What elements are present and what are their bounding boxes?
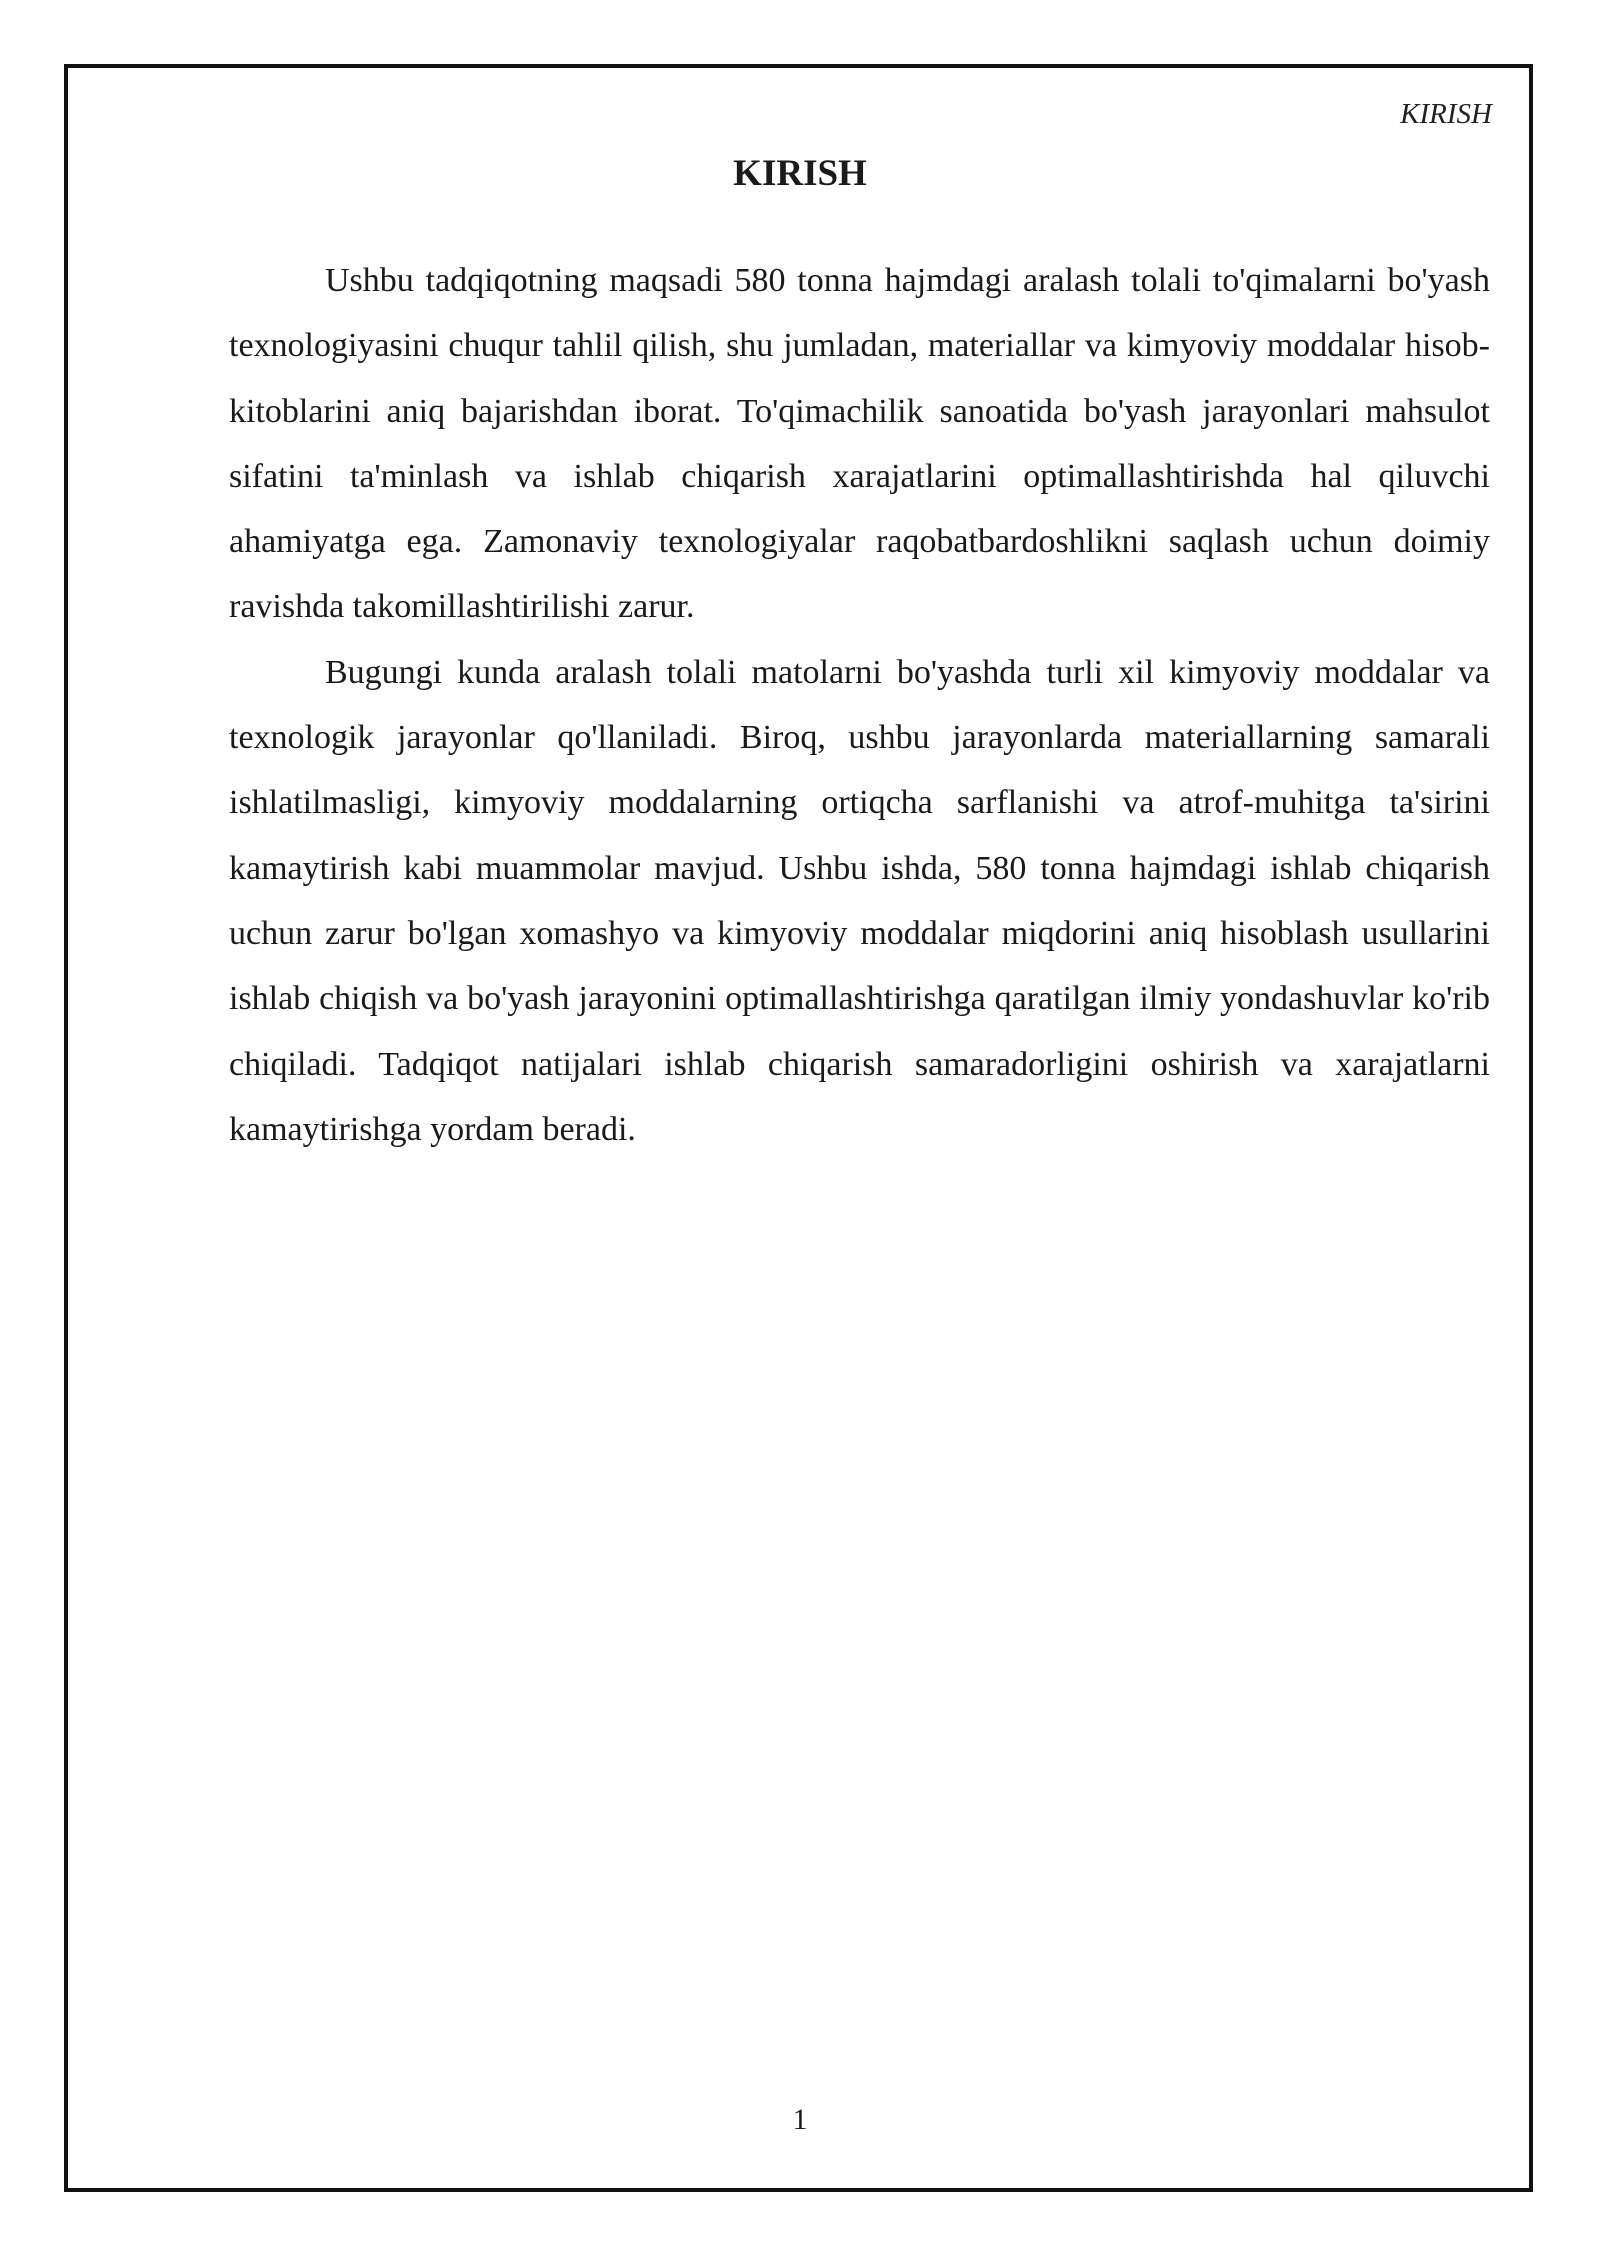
paragraph-1: Ushbu tadqiqotning maqsadi 580 tonna hajmdagi aralash tolali to'qimalarni bo'yash texnologiyasini chuqur tahlil qilish, shu jumladan, materiallar va kimyoviy moddalar hisob-kitoblarini aniq bajarishdan iborat. To'qimachilik sanoatida bo'yash jarayonlari mahsulot sifatini ta'minlash va ishlab chiqarish xarajatlarini optimallashtirishda hal qiluvchi ahamiyatga ega. Zamonaviy texnologiyalar raqobatbardoshlikni saqlash uchun doimiy ravishda takomillashtirilishi zarur.	[229, 262, 1490, 626]
page-number: 1	[792, 2103, 808, 2136]
paragraph-2: Bugungi kunda aralash tolali matolarni bo'yashda turli xil kimyoviy moddalar va texnologik jarayonlar qo'llaniladi. Biroq, ushbu jarayonlarda materiallarning samarali ishlatilmasligi, kimyoviy moddalarning ortiqcha sarflanishi va atrof-muhitga ta'sirini kamaytirish kabi muammolar mavjud. Ushbu ishda, 580 tonna hajmdagi ishlab chiqarish uchun zarur bo'lgan xomashyo va kimyoviy moddalar miqdorini aniq hisoblash usullarini ishlab chiqish va bo'yash jarayonini optimallashtirishga qaratilgan ilmiy yondashuvlar ko'rib chiqiladi. Tadqiqot natijalari ishlab chiqarish samaradorligini oshirish va xarajatlarni kamaytirishga yordam beradi.	[229, 653, 1490, 1148]
body-text	[229, 248, 1490, 1162]
running-header: KIRISH	[1400, 98, 1492, 130]
page-title: KIRISH	[733, 153, 867, 194]
